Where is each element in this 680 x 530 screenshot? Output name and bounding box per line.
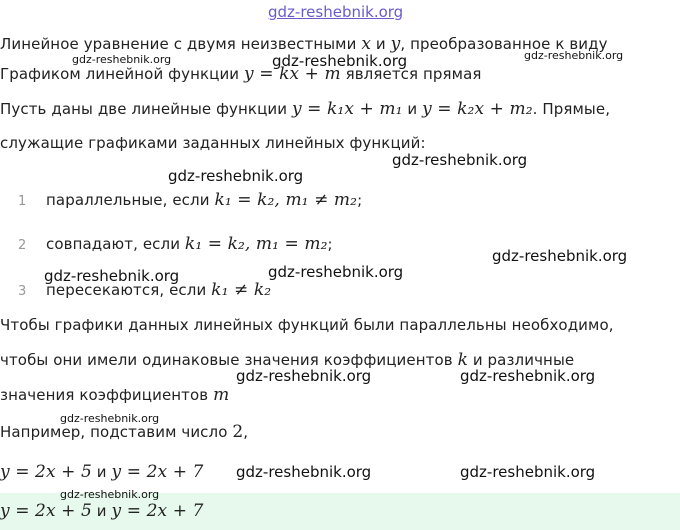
- list-item-2-tail: ;: [327, 235, 333, 253]
- list-item-3-text: пересекаются, если: [46, 281, 212, 299]
- watermark-5: gdz-reshebnik.org: [492, 247, 628, 265]
- list-item-1: [0, 190, 362, 210]
- p6-k: k: [457, 350, 468, 370]
- watermark-small-4: gdz-reshebnik.org: [60, 488, 160, 501]
- watermark-11: gdz-reshebnik.org: [460, 463, 596, 481]
- list-item-1-condition: k₁ = k₂, m₁ ≠ m₂: [214, 190, 358, 210]
- watermark-top[interactable]: gdz-reshebnik.org: [268, 3, 404, 21]
- list-item-1-text: параллельные, если: [46, 191, 215, 209]
- p7-m: m: [213, 385, 230, 405]
- p5-text: Чтобы графики данных линейных функций были параллельны необходимо,: [0, 316, 614, 334]
- p1-y: y: [390, 34, 401, 54]
- watermark-6: gdz-reshebnik.org: [44, 267, 180, 285]
- example-2-equation-2: y = 2x + 7: [111, 501, 204, 521]
- p7-text: значения коэффициентов: [0, 386, 214, 404]
- watermark-4: gdz-reshebnik.org: [168, 167, 304, 185]
- example-1-equation-2: y = 2x + 7: [111, 462, 204, 482]
- watermark-2: gdz-reshebnik.org: [272, 52, 408, 70]
- watermark-small-1: gdz-reshebnik.org: [72, 53, 172, 66]
- watermark-small-3: gdz-reshebnik.org: [60, 412, 160, 425]
- paragraph-2: [0, 64, 481, 84]
- example-1-and: и: [91, 463, 112, 481]
- watermark-9: gdz-reshebnik.org: [460, 367, 596, 385]
- paragraph-1: [0, 34, 608, 54]
- p1-and: и: [371, 35, 391, 53]
- p6-text: чтобы они имели одинаковые значения коэффициентов: [0, 351, 458, 369]
- list-item-3-condition: k₁ ≠ k₂: [211, 280, 272, 300]
- p3-equation-1: y = k₁x + m₁: [291, 99, 403, 119]
- example-2-and: и: [91, 502, 112, 520]
- list-item-1-number: 1: [18, 194, 27, 209]
- p1-tail: , преобразованное к виду: [400, 35, 608, 53]
- p4-text: служащие графиками заданных линейных функций:: [0, 134, 426, 152]
- p2-text: Графиком линейной функции: [0, 65, 245, 83]
- p2-tail: является прямая: [340, 65, 482, 83]
- example-1-equation-1: y = 2x + 5: [0, 462, 92, 482]
- p8-text: Например, подставим число: [0, 423, 233, 441]
- watermark-3: gdz-reshebnik.org: [392, 151, 528, 169]
- paragraph-7: [0, 385, 229, 405]
- p3-and: и: [402, 100, 423, 118]
- example-2: [0, 501, 203, 521]
- watermark-8: gdz-reshebnik.org: [236, 367, 372, 385]
- p1-text: Линейное уравнение с двумя неизвестными: [0, 35, 362, 53]
- p3-text: Пусть даны две линейные функции: [0, 100, 292, 118]
- p3-equation-2: y = k₂x + m₂: [422, 99, 533, 119]
- example-1: [0, 462, 203, 482]
- paragraph-3: [0, 99, 610, 119]
- p3-tail: . Прямые,: [532, 100, 611, 118]
- list-item-2-number: 2: [18, 238, 27, 253]
- p1-x: x: [361, 34, 372, 54]
- p8-number: 2: [232, 422, 244, 442]
- p6-tail: и различные: [467, 351, 575, 369]
- list-item-3-number: 3: [18, 284, 27, 299]
- watermark-7: gdz-reshebnik.org: [268, 263, 404, 281]
- list-item-2-text: совпадают, если: [46, 235, 185, 253]
- watermark-10: gdz-reshebnik.org: [236, 463, 372, 481]
- list-item-1-tail: ;: [357, 191, 363, 209]
- p2-equation: y = kx + m: [244, 64, 341, 84]
- list-item-2: [0, 234, 333, 254]
- p8-tail: ,: [243, 423, 249, 441]
- paragraph-4: [0, 134, 426, 152]
- list-item-2-condition: k₁ = k₂, m₁ = m₂: [184, 234, 328, 254]
- watermark-small-2: gdz-reshebnik.org: [524, 49, 624, 62]
- paragraph-8: [0, 422, 248, 442]
- paragraph-5: [0, 316, 614, 334]
- example-2-equation-1: y = 2x + 5: [0, 501, 92, 521]
